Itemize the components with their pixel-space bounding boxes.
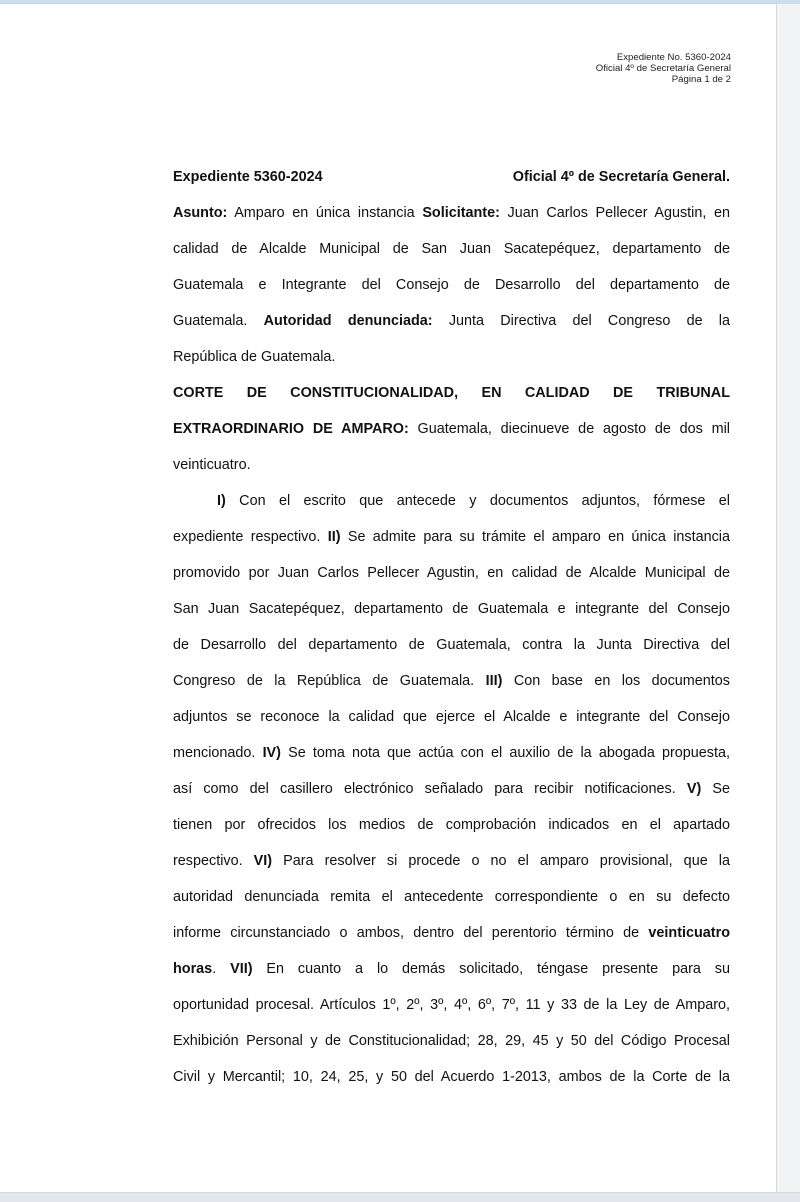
p3-line-5: de Desarrollo del departamento de Guatemala, contra la Junta Directiva del (173, 637, 730, 653)
p1-line-2: calidad de Alcalde Municipal de San Juan Sacatepéquez, departamento de (173, 241, 730, 257)
p3-line-11 (173, 843, 730, 879)
p3-line-16: Exhibición Personal y de Constitucionalidad; 28, 29, 45 y 50 del Código Procesal (173, 1033, 730, 1049)
text-segment: Junta Directiva del Congreso de la (432, 313, 730, 329)
text-segment: Con el escrito que antecede y documentos adjuntos, fórmese el (225, 493, 730, 509)
p2-line-2 (173, 411, 730, 447)
label-asunto: Asunto: (173, 205, 228, 221)
text-segment: Se admite para su trámite el amparo en única instancia (340, 529, 730, 545)
p2-line-3: veinticuatro. (173, 457, 251, 473)
p3-line-4: San Juan Sacatepéquez, departamento de Guatemala e integrante del Consejo (173, 601, 730, 617)
bold-veinticuatro: veinticuatro (648, 925, 730, 941)
text-segment: Para resolver si procede o no el amparo provisional, que la (272, 853, 730, 869)
document-title (173, 159, 730, 195)
numeral-v: V) (686, 781, 702, 797)
label-autoridad: Autoridad denunciada: (263, 313, 433, 329)
p2-line-1 (173, 375, 730, 411)
text-segment: respectivo. (173, 853, 254, 869)
p3-line-12: autoridad denunciada remita el antecedente correspondiente o en su defecto (173, 889, 730, 905)
text-segment: así como del casillero electrónico señalado para recibir notificaciones. (173, 781, 687, 797)
title-expediente: Expediente 5360-2024 (173, 169, 323, 185)
numeral-vii: VII) (230, 961, 253, 977)
numeral-iv: IV) (262, 745, 281, 761)
bold-horas: horas (173, 961, 213, 977)
p1-line-3: Guatemala e Integrante del Consejo de Desarrollo del departamento de (173, 277, 730, 293)
document-page (0, 4, 777, 1192)
text-segment: expediente respectivo. (173, 529, 328, 545)
text-segment: mencionado. (173, 745, 263, 761)
text-segment: Se toma nota que actúa con el auxilio de la abogada propuesta, (280, 745, 730, 761)
text-segment: Guatemala, diecinueve de agosto de dos mil (408, 421, 730, 437)
p3-line-15: oportunidad procesal. Artículos 1º, 2º, 3º, 4º, 6º, 7º, 11 y 33 de la Ley de Amparo, (173, 997, 730, 1013)
label-solicitante: Solicitante: (422, 205, 500, 221)
document-body (173, 159, 730, 1095)
p3-line-9 (173, 771, 730, 807)
p3-line-13 (173, 915, 730, 951)
text-segment: Congreso de la República de Guatemala. (173, 673, 486, 689)
text-segment: Amparo en única instancia (227, 205, 423, 221)
numeral-vi: VI) (253, 853, 273, 869)
p3-line-10: tienen por ofrecidos los medios de comprobación indicados en el apartado (173, 817, 730, 833)
numeral-i: I) (217, 493, 226, 509)
p1-line-1 (173, 195, 730, 231)
p3-line-3: promovido por Juan Carlos Pellecer Agustin, en calidad de Alcalde Municipal de (173, 565, 730, 581)
p3-line-7: adjuntos se reconoce la calidad que ejerce el Alcalde e integrante del Consejo (173, 709, 730, 725)
viewer-right-gutter[interactable] (777, 4, 800, 1192)
text-segment: Se (701, 781, 730, 797)
p3-line-14 (173, 951, 730, 987)
court-heading: CORTE DE CONSTITUCIONALIDAD, EN CALIDAD DE TRIBUNAL (173, 385, 730, 401)
text-segment: informe circunstanciado o ambos, dentro del perentorio término de (173, 925, 649, 941)
p3-line-8 (173, 735, 730, 771)
numeral-iii: III) (485, 673, 503, 689)
p3-line-17: Civil y Mercantil; 10, 24, 25, y 50 del Acuerdo 1-2013, ambos de la Corte de la (173, 1069, 730, 1085)
text-segment: Juan Carlos Pellecer Agustin, en (499, 205, 730, 221)
p3-line-2 (173, 519, 730, 555)
viewer-bottom-bar (0, 1192, 800, 1202)
text-segment: En cuanto a lo demás solicitado, téngase presente para su (252, 961, 730, 977)
p3-line-6 (173, 663, 730, 699)
numeral-ii: II) (327, 529, 341, 545)
court-heading-cont: EXTRAORDINARIO DE AMPARO: (173, 421, 409, 437)
p1-line-4 (173, 303, 730, 339)
text-segment: Guatemala. (173, 313, 264, 329)
header-pagina: Página 1 de 2 (671, 74, 731, 85)
header-expediente: Expediente No. 5360-2024 (616, 52, 731, 63)
p1-line-5: República de Guatemala. (173, 349, 336, 365)
p3-line-1 (173, 483, 730, 519)
running-header (431, 52, 731, 85)
text-segment: Con base en los documentos (502, 673, 730, 689)
text-segment: . (212, 961, 231, 977)
header-oficial: Oficial 4º de Secretaría General (595, 63, 731, 74)
title-oficial: Oficial 4º de Secretaría General. (512, 169, 730, 185)
